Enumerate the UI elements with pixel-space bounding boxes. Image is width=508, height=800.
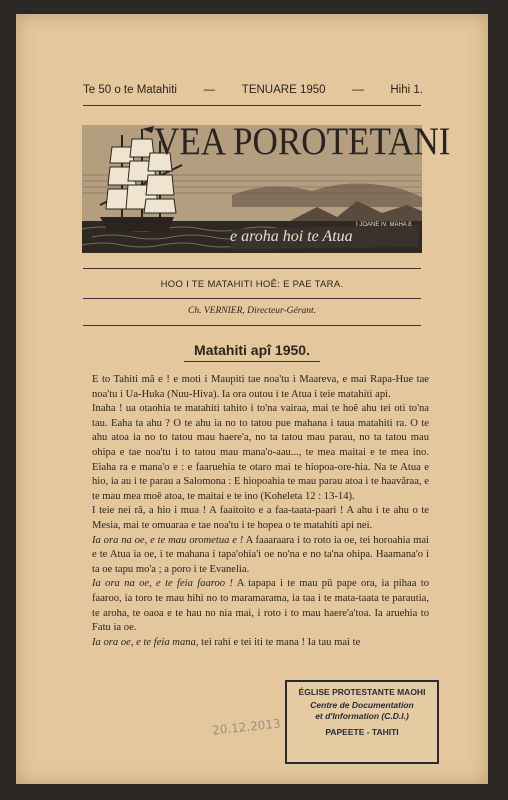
paragraph-lead-italic: Ia ora na oe, e te feia faaroo !: [92, 578, 233, 590]
header-rule: [83, 105, 421, 106]
issue-year: Te 50 o te Matahiti: [83, 84, 177, 96]
paragraph-lead-italic: Ia ora na oe, e te mau orometua e !: [92, 534, 244, 546]
masthead-motto: e aroha hoi te Atua: [230, 228, 353, 245]
header-dash-1: —: [203, 84, 216, 96]
stamp-line-4: PAPEETE - TAHITI: [325, 727, 399, 737]
masthead-title: VEA POROTETANI: [154, 120, 451, 163]
article-paragraph: [92, 577, 429, 635]
tagline-rule: [83, 298, 421, 299]
article-title-underline: [184, 361, 320, 362]
masthead-verse-reference: I JOANE IV. MAHA 8: [356, 222, 412, 228]
paragraph-text: tei rahi e tei iti te mana ! Ia tau mai te: [201, 636, 361, 648]
director-role: Directeur-Gérant.: [247, 306, 316, 316]
article-body: [92, 373, 429, 650]
header-dash-2: —: [352, 84, 364, 96]
archive-stamp: [285, 680, 439, 764]
director-line: [83, 306, 421, 316]
article-paragraph: [92, 534, 429, 578]
stamp-line-1: ÉGLISE PROTESTANTE MAOHI: [298, 687, 426, 697]
issue-header: [83, 84, 423, 96]
article-paragraph: Inaha ! ua otaohia te matahiti tahito i to'na vairaa, mai te hoê ahu tei oti to'na tau. Eaha ta ahu ? O te ahu ia no to tatou pue mahana i taua matahiti ra. O te ahu atoa ia no to tatou mau haere'a, no ta tatou mau parau, no ta tatou mau ohipa e tae noa'tu i to tatou mau mana'o-aau..., te mea maitai e te mea ino. Eiaha ra e mana'o e : e faaruehia te otaro mai te hiopoa-ore-hia. Na te Atua e hio, ia au i te parau a Salomona : E hiopoahia te mau parau atoa i te haavâraa, e te mau mea moê atoa, te maitai e te ino (Koheleta 12 : 13-14).: [92, 403, 429, 502]
banner-rule: [83, 268, 421, 269]
handwritten-date: 20.12.2013: [211, 716, 282, 738]
article-paragraph: I teie nei râ, a hio i mua ! A faaitoito e a faa-taata-paari ! A ahu i te ahu o te Mesia, mai te omuaraa e tae noa'tu i te hopea o te matahiti api nei.: [92, 505, 429, 531]
article-paragraph: E to Tahiti mâ e ! e moti i Maupiti tae noa'tu i Maareva, e mai Rapa-Hue tae noa'tu i Ua-Huka (Nuu-Hiva). Ia ora outou i te Atua i teie matahiti api.: [92, 374, 429, 400]
director-rule: [83, 325, 421, 326]
article-paragraph: [92, 636, 429, 651]
issue-date: TENUARE 1950: [241, 84, 326, 96]
paragraph-text: A tapapa i te mau pû pape ora, ia pihaa to faaroo, ia toro te mau hihi no to maramarama, ia taa i te mata-taata te parautia, te aroha, te oaoa e te hau no nia mai, i roto i to mau haere'a'toa. Ia aruehia to Fatu ia oe.: [92, 578, 429, 634]
stamp-line-3: et d'Information (C.D.I.): [315, 711, 409, 721]
director-name: Ch. VERNIER,: [188, 306, 245, 316]
stamp-line-2: Centre de Documentation: [310, 700, 414, 710]
paragraph-lead-italic: Ia ora oe, e te feia mana,: [92, 636, 199, 648]
paragraph-text: A faaaraara i to roto ia oe, tei horoahia mai e te Atua ia oe, i te mahana i tapa'ohia'i oe no'na e no ta'na ohipa. Haamana'o i ta oe tapu mo'a ; a poro i te Evanelia.: [92, 534, 429, 575]
subscription-tagline: HOO I TE MATAHITI HOÊ: E PAE TARA.: [160, 279, 344, 290]
issue-number: Hihi 1.: [390, 84, 423, 96]
article-title: Matahiti apî 1950.: [194, 342, 310, 358]
